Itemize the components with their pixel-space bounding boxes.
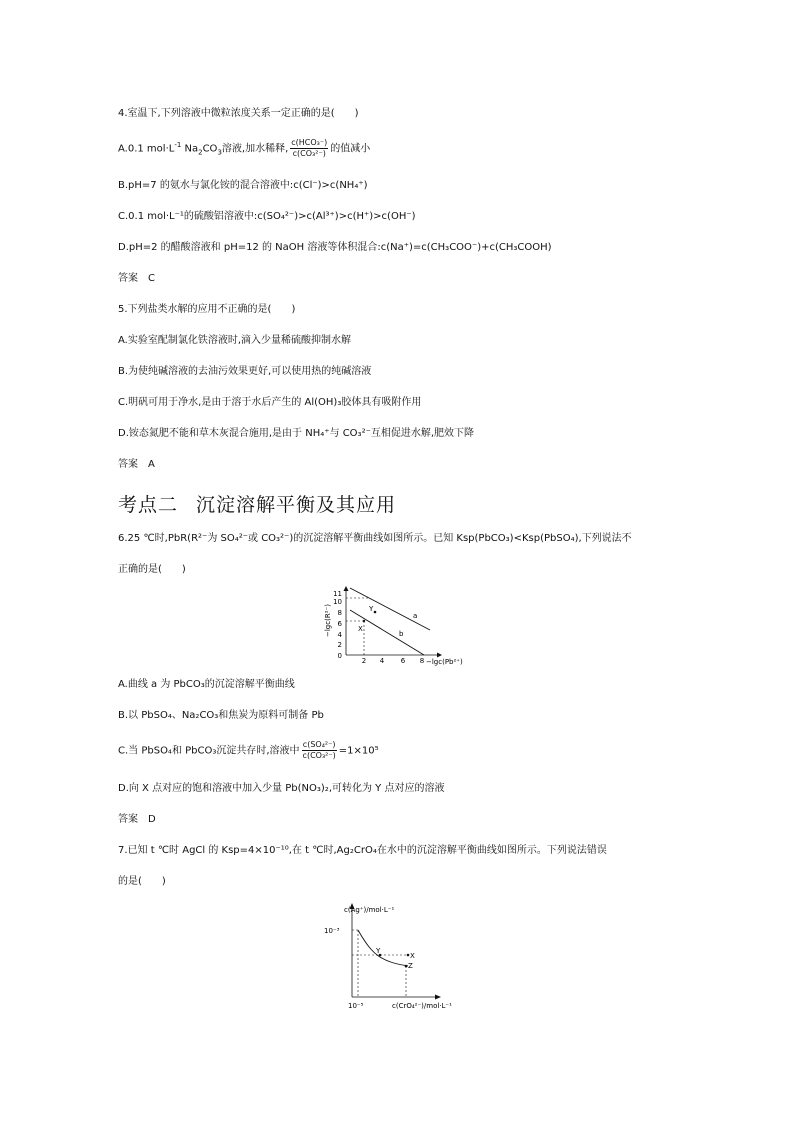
q4-a-fraction [290,138,328,159]
section-heading [118,490,396,517]
q5-option-c: C.明矾可用于净水,是由于溶于水后产生的 Al(OH)₃胶体具有吸附作用 [118,397,422,408]
q7-point-x [407,954,410,957]
q6-ylabel: −lgc(R²⁻) [324,604,332,637]
q7-ytick: 10⁻³ [324,927,340,935]
q4-answer: 答案 C [118,273,155,284]
q6-c-frac-den: c(CO₃²⁻) [302,751,336,760]
q6-c-fraction [302,740,337,761]
q4-a-text4: 溶液,加水稀释, [221,143,289,155]
q7-xlabel: c(CrO₄²⁻)/mol·L⁻¹ [392,1002,452,1010]
q6-c-frac-num: c(SO₄²⁻) [302,740,336,749]
q6-xtick-8: 8 [419,657,425,665]
section-number: 考点二 [118,494,179,516]
q6-xtick-4: 4 [379,657,385,665]
q6-c-text: C.当 PbSO₄和 PbCO₃沉淀共存时,溶液中 [118,745,300,757]
q6-y-arrow [344,586,349,591]
q7-label-z: Z [408,962,413,970]
q7-ylabel: c(Ag⁺)/mol·L⁻¹ [344,906,395,914]
q6-point-y [374,611,377,614]
q6-ytick-6: 6 [337,620,342,628]
section-title: 沉淀溶解平衡及其应用 [196,494,397,516]
q7-label-y: Y [376,947,381,955]
q6-x-arrow [437,653,442,658]
q6-label-x: X [358,625,363,633]
q6-stem-line2: 正确的是( ) [118,564,186,575]
q6-ytick-0: 0 [337,652,342,660]
q4-option-b: B.pH=7 的氨水与氯化铵的混合溶液中:c(Cl⁻)>c(NH₄⁺) [118,180,368,191]
q6-ytick-4: 4 [337,631,342,639]
q7-xtick: 10⁻⁵ [348,1002,364,1010]
q4-option-d: D.pH=2 的醋酸溶液和 pH=12 的 NaOH 溶液等体积混合:c(Na⁺)=c(CH₃COO⁻)+c(CH₃COOH) [118,242,552,253]
q4-a-text5: 的值减小 [330,143,371,155]
q4-a-text: A.0.1 mol·L [118,143,175,155]
q6-option-a: A.曲线 a 为 PbCO₃的沉淀溶解平衡曲线 [118,679,295,690]
q4-a-frac-num: c(HCO₃⁻) [291,138,328,147]
q6-xtick-2: 2 [361,657,367,665]
q4-a-sub: 2 [198,148,203,157]
q7-figure [320,900,470,1012]
q6-label-y: Y [369,605,374,613]
q6-point-x [363,620,365,622]
q7-curve [358,930,408,966]
q5-option-d: D.铵态氮肥不能和草木灰混合施用,是由于 NH₄⁺与 CO₃²⁻互相促进水解,肥效下降 [118,428,475,439]
q7-stem-line1: 7.已知 t ℃时 AgCl 的 Ksp=4×10⁻¹⁰,在 t ℃时,Ag₂CrO₄在水中的沉淀溶解平衡曲线如图所示。下列说法错误 [118,845,607,856]
q7-point-z [405,965,408,968]
q6-xtick-6: 6 [400,657,406,665]
q6-option-b: B.以 PbSO₄、Na₂CO₃和焦炭为原料可制备 Pb [118,710,324,721]
q4-stem: 4.室温下,下列溶液中微粒浓度关系一定正确的是( ) [118,108,359,119]
q4-a-text2: Na [181,143,199,155]
q6-answer: 答案 D [118,814,156,825]
q5-stem: 5.下列盐类水解的应用不正确的是( ) [118,304,296,315]
q6-ytick-11: 11 [333,590,342,598]
q6-stem-line1: 6.25 ℃时,PbR(R²⁻为 SO₄²⁻或 CO₃²⁻)的沉淀溶解平衡曲线如图所示。已知 Ksp(PbCO₃)<Ksp(PbSO₄),下列说法不 [118,533,632,544]
q5-option-a: A.实验室配制氯化铁溶液时,滴入少量稀硫酸抑制水解 [118,335,352,346]
q6-figure [318,585,478,670]
q6-option-d: D.向 X 点对应的饱和溶液中加入少量 Pb(NO₃)₂,可转化为 Y 点对应的溶液 [118,783,445,794]
q4-a-sub2: 3 [217,148,222,157]
q4-a-sup: -1 [174,141,182,150]
q5-answer: 答案 A [118,459,155,470]
q6-ytick-8: 8 [337,609,342,617]
q6-ytick-2: 2 [337,641,342,649]
q7-stem-line2: 的是( ) [118,876,166,887]
q4-option-c: C.0.1 mol·L⁻¹的硫酸铝溶液中:c(SO₄²⁻)>c(Al³⁺)>c(H⁺)>c(OH⁻) [118,211,416,222]
q7-x-arrow [435,995,441,1000]
q4-option-a [118,138,370,160]
q4-a-text3: CO [202,143,218,155]
q6-label-b: b [399,630,404,638]
q6-c-text2: =1×10⁵ [338,745,379,757]
q6-label-a: a [413,612,418,620]
q5-option-b: B.为使纯碱溶液的去油污效果更好,可以使用热的纯碱溶液 [118,366,372,377]
q4-a-frac-den: c(CO₃²⁻) [292,149,326,158]
q7-label-x: X [410,952,415,960]
q6-option-c [118,740,379,761]
q6-ytick-10: 10 [333,598,342,606]
q6-curve-a [350,588,430,630]
q6-xlabel: −lgc(Pb²⁺) [426,658,463,666]
